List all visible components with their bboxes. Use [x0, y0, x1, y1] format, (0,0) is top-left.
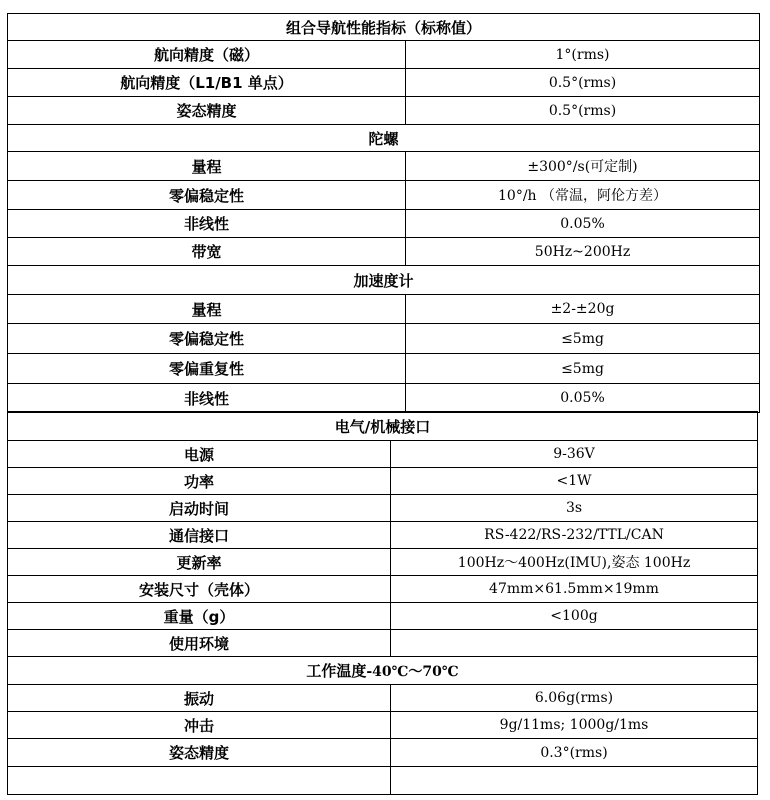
- row-label: 零偏重复性: [8, 354, 406, 384]
- row-label: 安装尺寸（壳体）: [8, 576, 391, 603]
- row-value: 50Hz~200Hz: [406, 238, 760, 266]
- row-value: 10°/h （常温，阿伦方差）: [406, 181, 760, 210]
- row-label: 非线性: [8, 210, 406, 238]
- row-label: 功率: [8, 468, 391, 495]
- row-label: 航向精度（L1/B1 单点）: [8, 69, 406, 97]
- row-label: 量程: [8, 152, 406, 181]
- row-label: 冲击: [8, 712, 391, 739]
- row-value: 1°(rms): [406, 41, 760, 69]
- temperature-range: -40℃～70℃: [366, 664, 459, 680]
- row-label: [8, 767, 391, 795]
- row-value: 9g/11ms; 1000g/1ms: [391, 712, 758, 739]
- row-value: 3s: [391, 495, 758, 522]
- section-header-electrical: 电气/机械接口: [8, 412, 758, 441]
- row-label: 量程: [8, 295, 406, 324]
- row-label: 通信接口: [8, 522, 391, 549]
- section-header-accelerometer: 加速度计: [8, 266, 760, 295]
- temperature-label: 工作温度: [306, 662, 367, 680]
- row-label: 零偏稳定性: [8, 324, 406, 354]
- row-value: RS-422/RS-232/TTL/CAN: [391, 522, 758, 549]
- row-label: 振动: [8, 685, 391, 712]
- row-value: 0.05%: [406, 210, 760, 238]
- section-header-gyro: 陀螺: [8, 125, 760, 152]
- row-value: 0.3°(rms): [391, 739, 758, 767]
- row-label: 启动时间: [8, 495, 391, 522]
- row-label: 带宽: [8, 238, 406, 266]
- row-value: ≤5mg: [406, 324, 760, 354]
- row-value: [391, 767, 758, 795]
- row-value: ±300°/s(可定制): [406, 152, 760, 181]
- row-value: <1W: [391, 468, 758, 495]
- row-value: [391, 630, 758, 657]
- row-label: 更新率: [8, 549, 391, 576]
- electrical-mechanical-table: [7, 411, 758, 795]
- row-value: 47mm×61.5mm×19mm: [391, 576, 758, 603]
- row-value: ±2-±20g: [406, 295, 760, 324]
- row-label: 姿态精度: [8, 739, 391, 767]
- row-label: 零偏稳定性: [8, 181, 406, 210]
- row-value: 100Hz～400Hz(IMU),姿态 100Hz: [391, 549, 758, 576]
- row-label: 航向精度（磁）: [8, 41, 406, 69]
- row-value: ≤5mg: [406, 354, 760, 384]
- row-value: 0.5°(rms): [406, 69, 760, 97]
- row-value: 0.05%: [406, 384, 760, 413]
- section-header-nav-performance: 组合导航性能指标（标称值）: [8, 14, 760, 41]
- section-header-operating-temperature: [8, 657, 758, 685]
- row-label: 重量（g）: [8, 603, 391, 630]
- row-value: <100g: [391, 603, 758, 630]
- row-label: 姿态精度: [8, 97, 406, 125]
- row-label: 非线性: [8, 384, 406, 413]
- row-value: 6.06g(rms): [391, 685, 758, 712]
- performance-spec-table: [7, 13, 760, 413]
- row-label: 电源: [8, 441, 391, 468]
- row-label: 使用环境: [8, 630, 391, 657]
- row-value: 0.5°(rms): [406, 97, 760, 125]
- row-value: 9-36V: [391, 441, 758, 468]
